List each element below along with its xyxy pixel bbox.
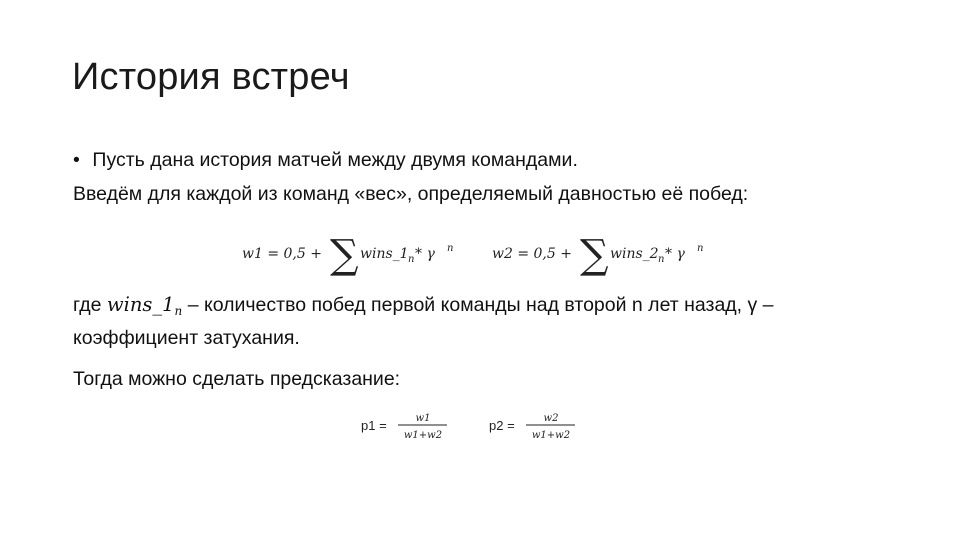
where-variable-sub: n bbox=[174, 304, 183, 318]
definition-text bbox=[73, 291, 893, 352]
intro-text: Введём для каждой из команд «вес», определяемый давностью её побед: bbox=[73, 183, 749, 205]
prediction-formulas bbox=[355, 404, 595, 448]
formula-w2 bbox=[492, 232, 703, 278]
where-suffix: – количество побед первой команды над второй n лет назад, γ – коэффициент затухания. bbox=[73, 294, 774, 349]
w2-rest: * γ bbox=[665, 246, 685, 262]
formula-w1 bbox=[242, 232, 453, 278]
slide-title: История встреч bbox=[72, 56, 350, 98]
bullet-line bbox=[73, 149, 578, 172]
p1-numerator: w1 bbox=[415, 413, 431, 424]
w1-term: wins_1 bbox=[360, 246, 409, 262]
formula-p2 bbox=[489, 413, 575, 441]
formula-p1 bbox=[361, 413, 447, 441]
p2-numerator: w2 bbox=[543, 413, 559, 424]
weight-formulas bbox=[230, 226, 730, 280]
w1-lhs: w1 = 0,5 + bbox=[242, 246, 322, 262]
w1-rest: * γ bbox=[415, 246, 435, 262]
w1-sum-symbol: ∑ bbox=[330, 232, 359, 278]
w2-lhs: w2 = 0,5 + bbox=[492, 246, 572, 262]
bullet-text: Пусть дана история матчей между двумя командами. bbox=[92, 149, 578, 171]
w2-sub: n bbox=[658, 254, 665, 265]
bullet-icon: • bbox=[73, 149, 80, 171]
prediction-text: Тогда можно сделать предсказание: bbox=[73, 368, 401, 390]
where-prefix: где bbox=[73, 294, 107, 316]
w2-term: wins_2 bbox=[610, 246, 659, 262]
where-variable: wins_1 bbox=[106, 293, 175, 316]
p1-denominator: w1+w2 bbox=[403, 430, 443, 441]
w2-sum-symbol: ∑ bbox=[580, 232, 609, 278]
p1-lhs: p1 = bbox=[361, 418, 387, 433]
p2-lhs: p2 = bbox=[489, 418, 515, 433]
w1-exp: n bbox=[447, 243, 454, 254]
w2-exp: n bbox=[697, 243, 704, 254]
w1-sub: n bbox=[408, 254, 415, 265]
p2-denominator: w1+w2 bbox=[531, 430, 571, 441]
